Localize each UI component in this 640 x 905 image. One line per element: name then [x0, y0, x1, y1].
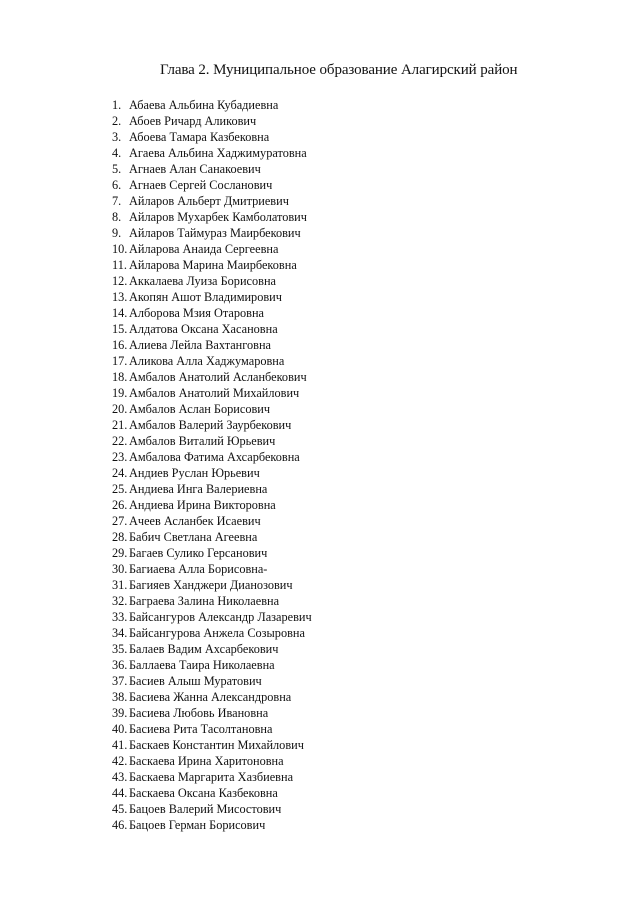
list-item: [112, 673, 312, 689]
list-item-number: 45.: [112, 802, 128, 816]
list-item-name: Багаев Сулико Герсанович: [129, 546, 268, 560]
list-item-number: 25.: [112, 482, 128, 496]
list-item-name: Акопян Ашот Владимирович: [129, 290, 282, 304]
list-item-name: Баллаева Таира Николаевна: [129, 658, 275, 672]
list-item: [112, 161, 312, 177]
list-item-number: 42.: [112, 754, 128, 768]
list-item: [112, 433, 312, 449]
list-item-number: 12.: [112, 274, 128, 288]
list-item: [112, 577, 312, 593]
list-item-name: Андиева Ирина Викторовна: [129, 498, 276, 512]
list-item-number: 8.: [112, 210, 122, 224]
list-item-name: Алдатова Оксана Хасановна: [129, 322, 278, 336]
list-item-name: Баскаева Маргарита Хазбиевна: [129, 770, 294, 784]
list-item-name: Абаева Альбина Кубадиевна: [129, 98, 279, 112]
list-item: [112, 545, 312, 561]
list-item-name: Байсангурова Анжела Созыровна: [129, 626, 305, 640]
list-item: [112, 817, 312, 833]
list-item-number: 19.: [112, 386, 128, 400]
list-item-name: Багиаева Алла Борисовна-: [129, 562, 268, 576]
list-item: [112, 497, 312, 513]
list-item: [112, 289, 312, 305]
list-item-number: 34.: [112, 626, 128, 640]
list-item-name: Басиева Любовь Ивановна: [129, 706, 269, 720]
list-item-name: Айларов Альберт Дмитриевич: [129, 194, 289, 208]
list-item-name: Аккалаева Луиза Борисовна: [129, 274, 276, 288]
list-item: [112, 321, 312, 337]
list-item: [112, 417, 312, 433]
list-item: [112, 657, 312, 673]
list-item-number: 44.: [112, 786, 128, 800]
list-item-number: 5.: [112, 162, 122, 176]
list-item: [112, 337, 312, 353]
list-item-name: Абоев Ричард Аликович: [129, 114, 257, 128]
list-item-number: 15.: [112, 322, 128, 336]
list-item: [112, 513, 312, 529]
list-item-name: Агнаев Алан Санакоевич: [129, 162, 261, 176]
list-item-name: Амбалов Анатолий Михайлович: [129, 386, 300, 400]
list-item: [112, 801, 312, 817]
list-item: [112, 593, 312, 609]
list-item-name: Баграева Залина Николаевна: [129, 594, 280, 608]
list-item-number: 2.: [112, 114, 122, 128]
list-item-name: Баскаева Оксана Казбековна: [129, 786, 278, 800]
list-item-number: 20.: [112, 402, 128, 416]
list-item-name: Баскаева Ирина Харитоновна: [129, 754, 284, 768]
list-item: [112, 369, 312, 385]
list-item: [112, 129, 312, 145]
list-item-name: Агаева Альбина Хаджимуратовна: [129, 146, 307, 160]
list-item-number: 22.: [112, 434, 128, 448]
list-item-number: 26.: [112, 498, 128, 512]
list-item-name: Басиева Жанна Александровна: [129, 690, 292, 704]
list-item-number: 39.: [112, 706, 128, 720]
list-item: [112, 609, 312, 625]
list-item-number: 37.: [112, 674, 128, 688]
list-item-name: Бацоев Валерий Мисостович: [129, 802, 282, 816]
list-item-name: Амбалов Виталий Юрьевич: [129, 434, 276, 448]
list-item-name: Амбалова Фатима Ахсарбековна: [129, 450, 300, 464]
list-item-name: Айларова Анаида Сергеевна: [129, 242, 279, 256]
list-item: [112, 641, 312, 657]
list-item: [112, 689, 312, 705]
list-item-number: 4.: [112, 146, 122, 160]
list-item: [112, 625, 312, 641]
list-item-name: Андиев Руслан Юрьевич: [129, 466, 260, 480]
list-item: [112, 193, 312, 209]
page-title: Глава 2. Муниципальное образование Алагирский район: [160, 62, 518, 78]
list-item-name: Алиева Лейла Вахтанговна: [129, 338, 271, 352]
list-item-name: Амбалов Валерий Заурбекович: [129, 418, 292, 432]
list-item-name: Багияев Ханджери Дианозович: [129, 578, 293, 592]
list-item-name: Айларов Мухарбек Камболатович: [129, 210, 307, 224]
list-item-number: 14.: [112, 306, 128, 320]
list-item-number: 13.: [112, 290, 128, 304]
list-item-number: 33.: [112, 610, 128, 624]
list-item-name: Балаев Вадим Ахсарбекович: [129, 642, 279, 656]
list-item: [112, 113, 312, 129]
list-item-name: Агнаев Сергей Сосланович: [129, 178, 273, 192]
list-item: [112, 753, 312, 769]
list-item-number: 36.: [112, 658, 128, 672]
list-item-number: 11.: [112, 258, 127, 272]
list-item: [112, 481, 312, 497]
list-item: [112, 737, 312, 753]
list-item: [112, 561, 312, 577]
list-item-name: Айларов Таймураз Маирбекович: [129, 226, 301, 240]
list-item-number: 27.: [112, 514, 128, 528]
list-item-name: Амбалов Анатолий Асланбекович: [129, 370, 307, 384]
list-item-number: 6.: [112, 178, 122, 192]
names-list: [112, 97, 312, 833]
list-item-number: 24.: [112, 466, 128, 480]
list-item-name: Андиева Инга Валериевна: [129, 482, 268, 496]
list-item-name: Абоева Тамара Казбековна: [129, 130, 270, 144]
list-item-number: 31.: [112, 578, 128, 592]
list-item: [112, 529, 312, 545]
list-item: [112, 273, 312, 289]
list-item-name: Амбалов Аслан Борисович: [129, 402, 271, 416]
list-item: [112, 385, 312, 401]
list-item-number: 7.: [112, 194, 122, 208]
list-item-number: 10.: [112, 242, 128, 256]
list-item-number: 43.: [112, 770, 128, 784]
list-item-name: Алборова Мзия Отаровна: [129, 306, 265, 320]
list-item: [112, 305, 312, 321]
list-item-number: 16.: [112, 338, 128, 352]
list-item: [112, 209, 312, 225]
list-item: [112, 721, 312, 737]
list-item-number: 18.: [112, 370, 128, 384]
list-item-name: Айларова Марина Маирбековна: [129, 258, 297, 272]
list-item-name: Басиева Рита Тасолтановна: [129, 722, 273, 736]
list-item-number: 3.: [112, 130, 122, 144]
list-item-name: Бабич Светлана Агеевна: [129, 530, 258, 544]
list-item: [112, 401, 312, 417]
list-item-number: 9.: [112, 226, 122, 240]
list-item-number: 28.: [112, 530, 128, 544]
list-item-number: 17.: [112, 354, 128, 368]
list-item-name: Басиев Алыш Муратович: [129, 674, 262, 688]
list-item: [112, 241, 312, 257]
list-item-number: 1.: [112, 98, 122, 112]
list-item: [112, 705, 312, 721]
list-item: [112, 257, 312, 273]
list-item: [112, 145, 312, 161]
list-item: [112, 785, 312, 801]
list-item-name: Ачеев Асланбек Исаевич: [129, 514, 261, 528]
list-item: [112, 465, 312, 481]
list-item-number: 46.: [112, 818, 128, 832]
list-item-number: 21.: [112, 418, 128, 432]
list-item-number: 38.: [112, 690, 128, 704]
list-item-name: Бацоев Герман Борисович: [129, 818, 266, 832]
list-item-number: 29.: [112, 546, 128, 560]
list-item-number: 35.: [112, 642, 128, 656]
list-item-name: Байсангуров Александр Лазаревич: [129, 610, 312, 624]
list-item: [112, 177, 312, 193]
list-item-number: 23.: [112, 450, 128, 464]
list-item: [112, 97, 312, 113]
list-item: [112, 353, 312, 369]
list-item: [112, 225, 312, 241]
list-item: [112, 449, 312, 465]
list-item-number: 40.: [112, 722, 128, 736]
list-item: [112, 769, 312, 785]
list-item-name: Аликова Алла Хаджумаровна: [129, 354, 285, 368]
list-item-number: 32.: [112, 594, 128, 608]
list-item-name: Баскаев Константин Михайлович: [129, 738, 304, 752]
list-item-number: 41.: [112, 738, 128, 752]
list-item-number: 30.: [112, 562, 128, 576]
